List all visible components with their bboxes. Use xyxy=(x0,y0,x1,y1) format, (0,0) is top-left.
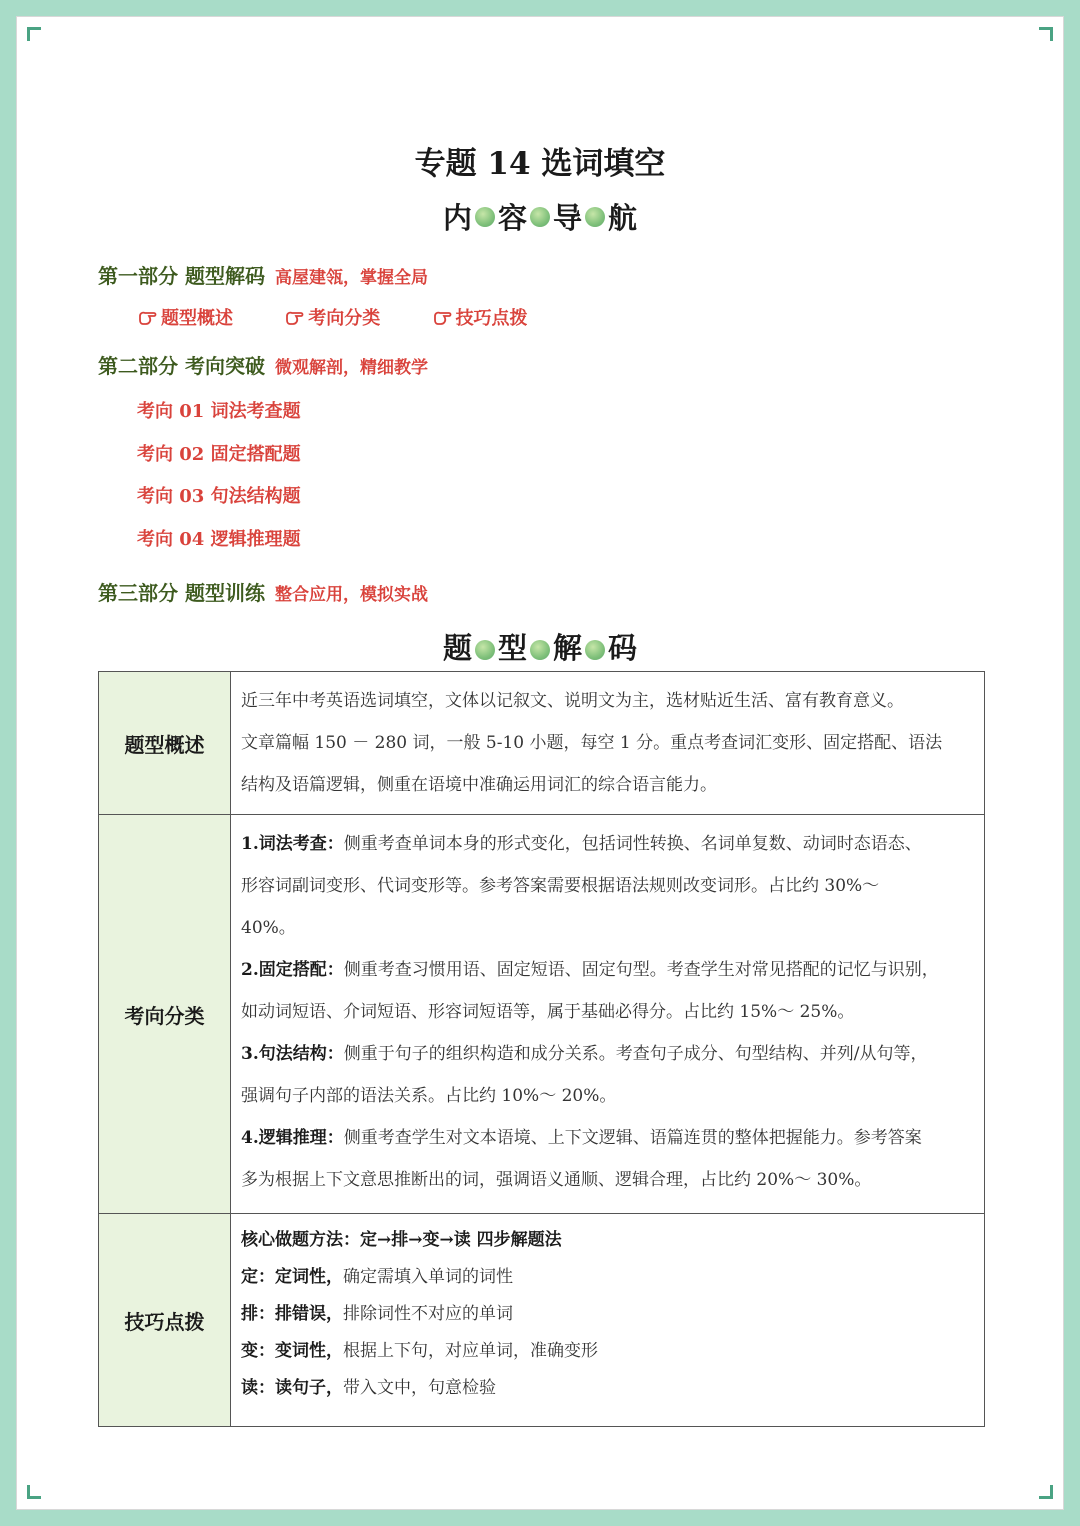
part3-label: 第三部分 题型训练 xyxy=(98,581,265,605)
part2-label: 第二部分 考向突破 xyxy=(98,354,265,378)
dot-icon xyxy=(475,207,495,227)
question-type-table xyxy=(98,671,985,1427)
item-line: 1.词法考查：侧重考查单词本身的形式变化，包括词性转换、名词单复数、动词时态语态、 xyxy=(241,834,922,854)
kaoxiang-link-4[interactable]: 考向 04 逻辑推理题 xyxy=(137,529,301,550)
pointing-hand-icon xyxy=(138,307,158,327)
table-row xyxy=(99,672,985,815)
nav-char: 导 xyxy=(553,201,583,235)
step-line: 读：读句子，带入文中，句意检验 xyxy=(241,1378,496,1398)
nav-char: 航 xyxy=(608,201,638,235)
corner-ornament xyxy=(27,1485,41,1499)
kaoxiang-link-3[interactable]: 考向 03 句法结构题 xyxy=(137,486,301,507)
part1-label: 第一部分 题型解码 xyxy=(98,264,265,288)
table-row xyxy=(99,1214,985,1427)
dot-icon xyxy=(530,207,550,227)
method-heading: 核心做题方法：定→排→变→读 四步解题法 xyxy=(241,1230,562,1250)
row-label: 技巧点拨 xyxy=(99,1214,231,1427)
part2-subtitle: 微观解剖，精细教学 xyxy=(274,358,428,378)
row-content xyxy=(231,815,985,1214)
step-line: 变：变词性，根据上下句，对应单词，准确变形 xyxy=(241,1341,598,1361)
kaoxiang-link-2[interactable]: 考向 02 固定搭配题 xyxy=(137,444,301,465)
item-line: 如动词短语、介词短语、形容词短语等，属于基础必得分。占比约 15%～ 25%。 xyxy=(241,1002,855,1022)
part3-heading xyxy=(98,577,428,606)
item-line: 形容词副词变形、代词变形等。参考答案需要根据语法规则改变词形。占比约 30%～ xyxy=(241,876,880,896)
part1-subtitle: 高屋建瓴，掌握全局 xyxy=(274,268,428,288)
part2-heading xyxy=(98,350,428,379)
step-line: 定：定词性，确定需填入单词的词性 xyxy=(241,1267,513,1287)
nav-char: 容 xyxy=(497,201,527,235)
corner-ornament xyxy=(27,27,41,41)
corner-ornament xyxy=(1039,1485,1053,1499)
dot-icon xyxy=(585,640,605,660)
item-line: 多为根据上下文意思推断出的词，强调语义通顺、逻辑合理，占比约 20%～ 30%。 xyxy=(241,1170,872,1190)
row-content: 近三年中考英语选词填空，文体以记叙文、说明文为主，选材贴近生活、富有教育意义。 文章篇幅 150 － 280 词，一般 5-10 小题，每空 1 分。重点考查词汇变形、固定搭配、语法 结构及语篇逻辑，侧重在语境中准确运用词汇的综合语言能力。 xyxy=(231,672,985,815)
dot-icon xyxy=(475,640,495,660)
content-nav-heading xyxy=(0,196,1080,237)
part1-heading xyxy=(98,260,428,289)
row-label: 题型概述 xyxy=(99,672,231,815)
item-line: 4.逻辑推理：侧重考查学生对文本语境、上下文逻辑、语篇连贯的整体把握能力。参考答案 xyxy=(241,1128,922,1148)
pointing-hand-icon xyxy=(433,307,453,327)
link-overview[interactable]: 题型概述 xyxy=(138,304,233,330)
section-heading: 题 型 解 码 xyxy=(442,631,638,665)
item-line: 强调句子内部的语法关系。占比约 10%～ 20%。 xyxy=(241,1086,617,1106)
row-label: 考向分类 xyxy=(99,815,231,1214)
pointing-hand-icon xyxy=(285,307,305,327)
row-content xyxy=(231,1214,985,1427)
corner-ornament xyxy=(1039,27,1053,41)
dot-icon xyxy=(585,207,605,227)
part3-subtitle: 整合应用，模拟实战 xyxy=(274,585,428,605)
kaoxiang-link-1[interactable]: 考向 01 词法考查题 xyxy=(137,401,301,422)
nav-char: 内 xyxy=(442,201,472,235)
item-line: 3.句法结构：侧重于句子的组织构造和成分关系。考查句子成分、句型结构、并列/从句等， xyxy=(241,1044,928,1064)
item-line: 40%。 xyxy=(241,918,296,938)
step-line: 排：排错误，排除词性不对应的单词 xyxy=(241,1304,513,1324)
page-title: 专题 14 选词填空 xyxy=(414,146,666,182)
item-line: 2.固定搭配：侧重考查习惯用语、固定短语、固定句型。考查学生对常见搭配的记忆与识别， xyxy=(241,960,939,980)
table-row xyxy=(99,815,985,1214)
link-tips[interactable]: 技巧点拨 xyxy=(433,304,528,330)
link-classification[interactable]: 考向分类 xyxy=(285,304,380,330)
dot-icon xyxy=(530,640,550,660)
part1-links xyxy=(138,304,574,330)
